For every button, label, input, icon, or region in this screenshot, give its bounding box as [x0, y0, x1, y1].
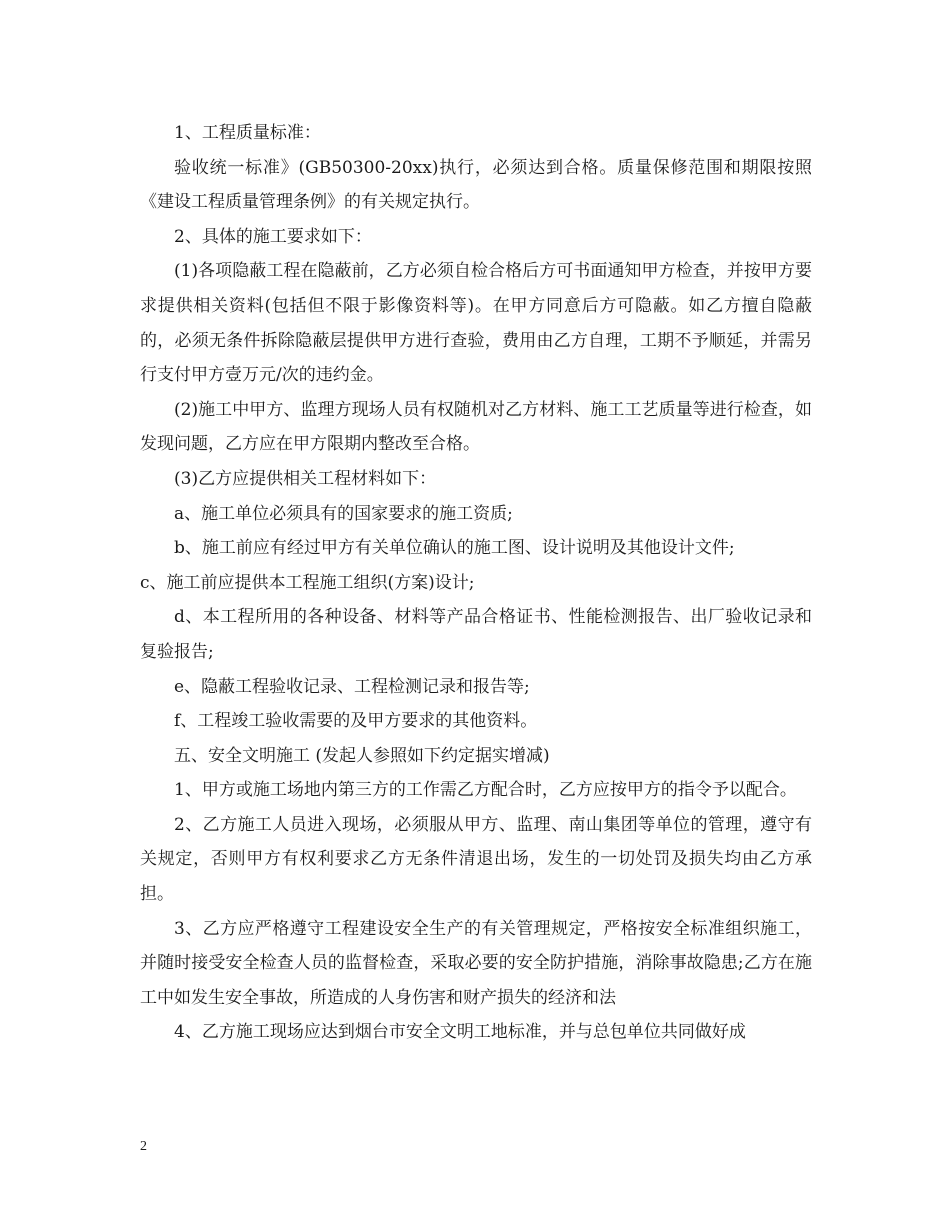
paragraph-safety-4: 4、乙方施工现场应达到烟台市安全文明工地标准，并与总包单位共同做好成 — [174, 1022, 746, 1043]
paragraph-concealed-works: (1)各项隐蔽工程在隐蔽前，乙方必须自检合格后方可书面通知甲方检查，并按甲方要求提供相关资料(包括但不限于影像资料等)。在甲方同意后方可隐蔽。如乙方擅自隐蔽的，必须无条件拆除隐蔽层提供甲方进行查验，费用由乙方自理，工期不予顺延，并需另行支付甲方壹万元/次的违约金。 — [140, 261, 812, 386]
document-body — [140, 116, 812, 1050]
page-number: 2 — [140, 1139, 147, 1154]
paragraph-safety-2: 2、乙方施工人员进入现场，必须服从甲方、监理、南山集团等单位的管理，遵守有关规定，否则甲方有权利要求乙方无条件清退出场，发生的一切处罚及损失均由乙方承担。 — [140, 814, 812, 905]
paragraph-safety-3: 3、乙方应严格遵守工程建设安全生产的有关管理规定，严格按安全标准组织施工，并随时接受安全检查人员的监督检查，采取必要的安全防护措施，消除事故隐患;乙方在施工中如发生安全事故，所造成的人身伤害和财产损失的经济和法 — [140, 918, 812, 1008]
list-item-c: c、施工前应提供本工程施工组织(方案)设计; — [140, 572, 475, 593]
paragraph-inspection-rights: (2)施工中甲方、监理方现场人员有权随机对乙方材料、施工工艺质量等进行检查，如发现问题，乙方应在甲方限期内整改至合格。 — [140, 399, 812, 455]
list-item-b: b、施工前应有经过甲方有关单位确认的施工图、设计说明及其他设计文件; — [174, 538, 735, 559]
paragraph-acceptance-standard: 验收统一标准》(GB50300-20xx)执行，必须达到合格。质量保修范围和期限按照《建设工程质量管理条例》的有关规定执行。 — [140, 157, 812, 213]
section-heading-safety: 五、安全文明施工 (发起人参照如下约定据实增减) — [174, 745, 550, 766]
list-item-d: d、本工程所用的各种设备、材料等产品合格证书、性能检测报告、出厂验收记录和复验报告; — [140, 607, 812, 662]
list-item-f: f、工程竣工验收需要的及甲方要求的其他资料。 — [174, 711, 538, 732]
list-item-e: e、隐蔽工程验收记录、工程检测记录和报告等; — [174, 676, 530, 697]
paragraph-safety-1: 1、甲方或施工场地内第三方的工作需乙方配合时，乙方应按甲方的指令予以配合。 — [174, 780, 797, 801]
list-item-a: a、施工单位必须具有的国家要求的施工资质; — [174, 503, 513, 524]
paragraph-quality-standard-heading: 1、工程质量标准： — [174, 123, 321, 143]
paragraph-construction-requirements-heading: 2、具体的施工要求如下： — [174, 226, 372, 247]
paragraph-materials-heading: (3)乙方应提供相关工程材料如下： — [174, 468, 437, 489]
